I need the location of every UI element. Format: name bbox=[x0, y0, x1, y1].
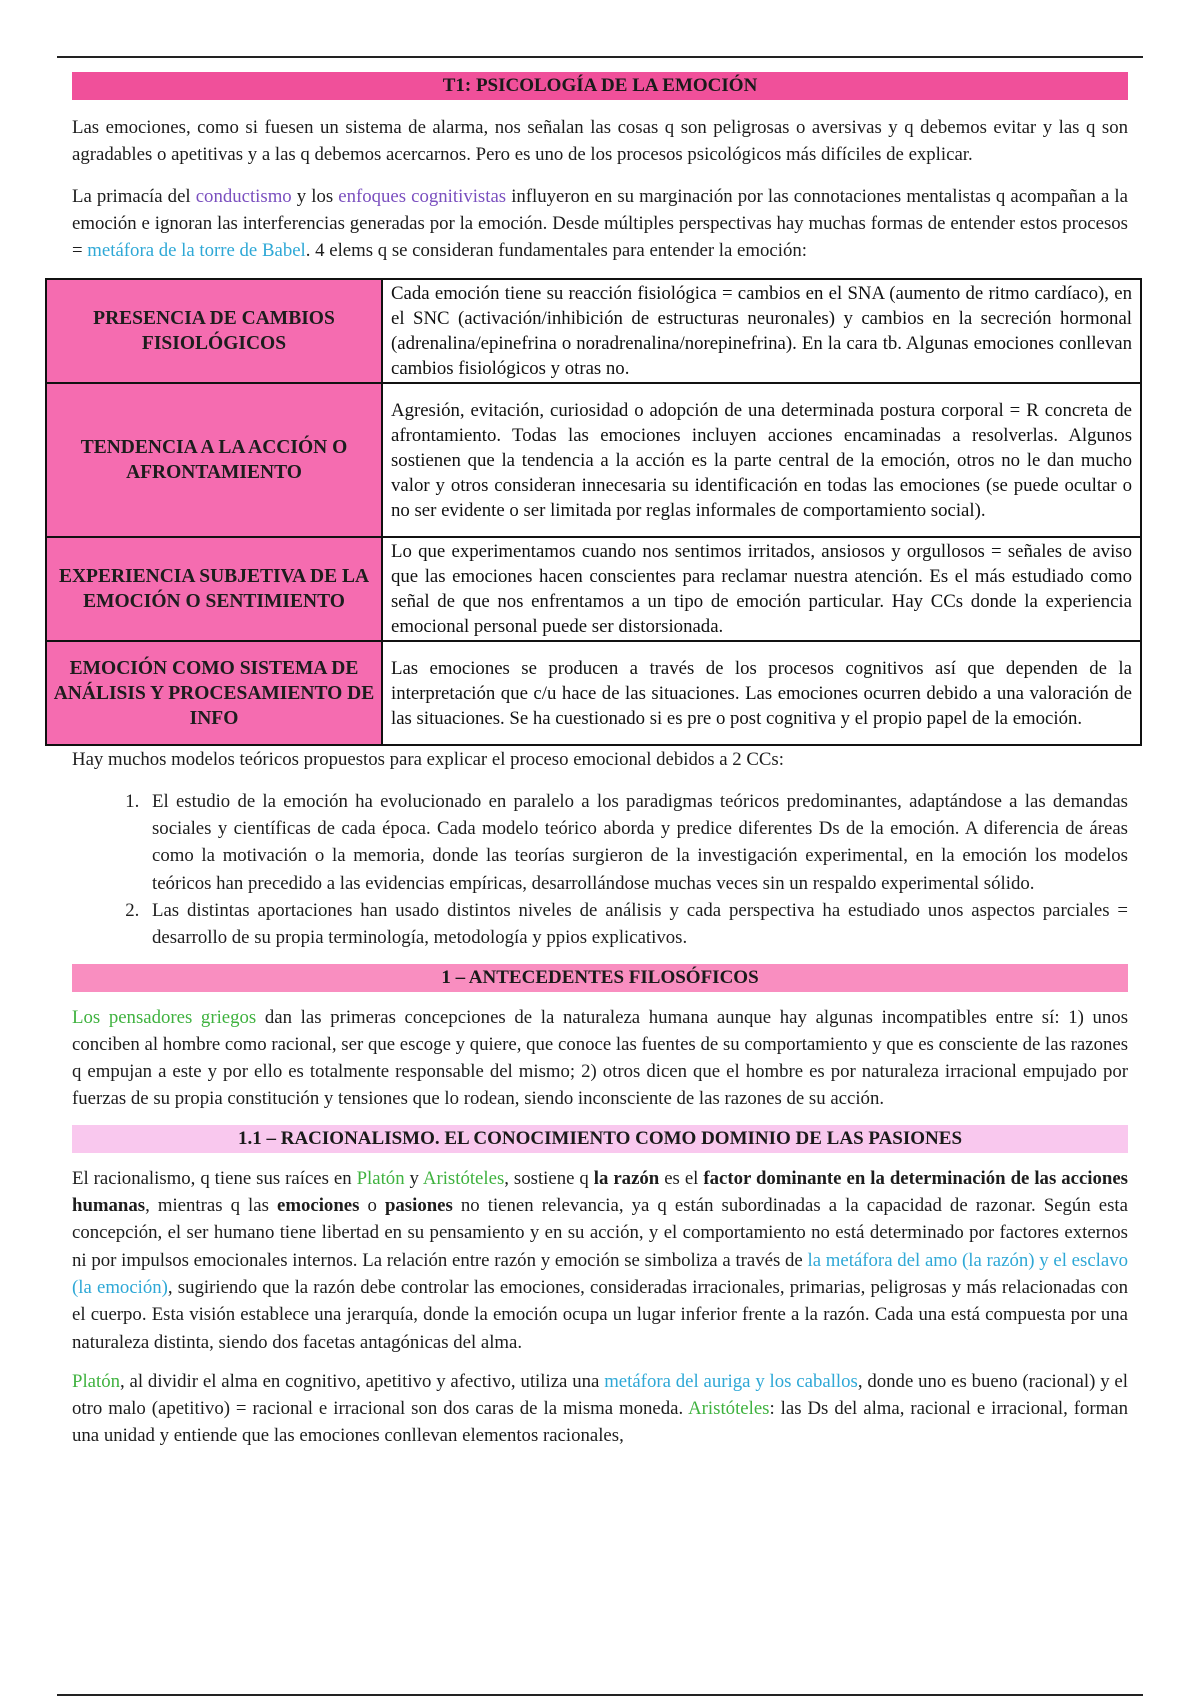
aristoteles-link[interactable]: Aristóteles bbox=[422, 1167, 505, 1189]
racionalismo-paragraph bbox=[72, 1165, 1128, 1356]
intro-text: . 4 elems q se consideran fundamentales para entender la emoción: bbox=[305, 240, 807, 262]
intro-text: La primacía del bbox=[72, 185, 196, 207]
amo-esclavo-link[interactable]: la metáfora del amo (la razón) y el esclavo (la emoción) bbox=[72, 1249, 1128, 1298]
element-description: Agresión, evitación, curiosidad o adopción de una determinada postura corporal = R concreta de afrontamiento. Todas las emociones incluyen acciones encaminadas a resolverlas. Algunos sostienen que la tendencia a la acción es la parte central de la emoción, otros no le dan mucho valor y otros consideran innecesaria su identificación en todas las emociones (se puede ocultar o no ser evidente o ser limitada por reglas informales de comportamiento social). bbox=[382, 383, 1141, 537]
body-text: , sugiriendo que la razón debe controlar las emociones, consideradas irracionales, primarias, peligrosas y más relacionadas con el cuerpo. Esta visión establece una jerarquía, donde la emoción ocupa un lugar inferior frente a la razón. Cada una está compuesta por una naturaleza distinta, siendo dos facetas antagónicas del alma. bbox=[72, 1276, 1128, 1353]
body-text: : las Ds del alma, racional e irracional, forman una unidad y entiende que las emociones conllevan elementos racionales, bbox=[72, 1398, 1128, 1447]
platon-link[interactable]: Platón bbox=[72, 1370, 120, 1392]
intro-paragraph-2 bbox=[72, 183, 1128, 265]
platon-link[interactable]: Platón bbox=[356, 1167, 405, 1189]
intro-text: influyeron en su marginación por las connotaciones mentalistas q acompañan a la emoción e ignoran las interferencias generadas por la emoción. Desde múltiples perspectivas hay muchas formas de entender estos procesos = bbox=[72, 185, 1128, 262]
emotion-elements-table bbox=[45, 278, 1142, 746]
top-rule bbox=[57, 56, 1143, 58]
intro-paragraph-1: Las emociones, como si fuesen un sistema de alarma, nos señalan las cosas q son peligrosas o aversivas y q debemos evitar y las q son agradables o apetitivas y a las q debemos acercarnos. Pero es uno de los procesos psicológicos más difíciles de explicar. bbox=[72, 117, 1128, 166]
element-description: Cada emoción tiene su reacción fisiológica = cambios en el SNA (aumento de ritmo cardíaco), en el SNC (activación/inhibición de estructuras neuronales) y cambios en la secreción hormonal (adrenalina/epinefrina o noradrenalina/norepinefrina). En la cara tb. Algunas emociones conllevan cambios fisiológicos y otras no. bbox=[382, 279, 1141, 383]
body-text: no tienen relevancia, ya q están subordinadas a la capacidad de razonar. Según esta concepción, el ser humano tiene libertad en su pensamiento y en su acción, y el comportamiento no está determinado por factores externos ni por impulsos emocionales internos. La relación entre razón y emoción se simboliza a través de bbox=[72, 1195, 1128, 1271]
bold-term: factor dominante en la determinación de las acciones humanas bbox=[72, 1167, 1128, 1217]
platon-paragraph bbox=[72, 1368, 1128, 1450]
body-text: o bbox=[359, 1195, 385, 1217]
table-row bbox=[46, 279, 1141, 383]
pensadores-griegos-link[interactable]: Los pensadores griegos bbox=[72, 1006, 257, 1028]
list-item: 1. El estudio de la emoción ha evolucionado en paralelo a los paradigmas teóricos predominantes, adaptándose a las demandas sociales y científicas de cada época. Cada modelo teórico aborda y predice diferentes Ds de la emoción. A diferencia de áreas como la motivación o la memoria, donde las teorías surgieron de la investigación experimental, en la emoción los modelos teóricos han precedido a las evidencias empíricas, desarrollándose muchas veces sin un respaldo experimental sólido. bbox=[144, 788, 1128, 897]
table-row bbox=[46, 537, 1141, 641]
element-label: EXPERIENCIA SUBJETIVA DE LA EMOCIÓN O SENTIMIENTO bbox=[46, 537, 382, 641]
body-text: El racionalismo, q tiene sus raíces en bbox=[72, 1167, 357, 1189]
element-description: Lo que experimentamos cuando nos sentimos irritados, ansiosos y orgullosos = señales de aviso que las emociones hacen conscientes para reclamar nuestra atención. Es el más estudiado como señal de que nos enfrentamos a un tipo de emoción particular. Hay CCs donde la experiencia emocional personal puede ser distorsionada. bbox=[382, 537, 1141, 641]
section-1-paragraph bbox=[72, 1004, 1128, 1113]
element-label: TENDENCIA A LA ACCIÓN O AFRONTAMIENTO bbox=[46, 383, 382, 537]
section-heading-1-1: 1.1 – RACIONALISMO. EL CONOCIMIENTO COMO DOMINIO DE LAS PASIONES bbox=[72, 1125, 1128, 1153]
body-text: , sostiene q bbox=[504, 1167, 594, 1189]
list-item: 2. Las distintas aportaciones han usado distintos niveles de análisis y cada perspectiva ha estudiado unos aspectos parciales = desarrollo de su propia terminología, metodología y ppios explicativos. bbox=[144, 897, 1128, 952]
conductismo-link[interactable]: conductismo bbox=[195, 185, 292, 207]
auriga-link[interactable]: metáfora del auriga y los caballos bbox=[604, 1370, 858, 1392]
element-label: PRESENCIA DE CAMBIOS FISIOLÓGICOS bbox=[46, 279, 382, 383]
body-text: y bbox=[404, 1167, 423, 1189]
table-row bbox=[46, 641, 1141, 745]
body-text: , donde uno es bueno (racional) y el otro malo (apetitivo) = racional e irracional son dos caras de la misma moneda. bbox=[72, 1370, 1128, 1420]
body-text: es el bbox=[659, 1167, 704, 1189]
page-title: T1: PSICOLOGÍA DE LA EMOCIÓN bbox=[72, 72, 1128, 100]
section-heading-1: 1 – ANTECEDENTES FILOSÓFICOS bbox=[72, 964, 1128, 992]
bold-term: emociones bbox=[277, 1195, 360, 1217]
bottom-rule bbox=[57, 1694, 1143, 1696]
section-1-text: dan las primeras concepciones de la naturaleza humana aunque hay algunas incompatibles entre sí: 1) unos conciben al hombre como racional, ser que escoge y quiere, que conoce las fuentes de su comportamiento y que es consciente de las razones q empujan a este y por ello es totalmente responsable del mismo; 2) otros dicen que el hombre es por naturaleza irracional empujado por fuerzas de su propia constitución y tensiones que lo rodean, siendo inconsciente de las razones de su acción. bbox=[72, 1006, 1128, 1110]
aristoteles-link[interactable]: Aristóteles bbox=[688, 1398, 770, 1420]
bold-term: pasiones bbox=[384, 1195, 453, 1217]
element-description: Las emociones se producen a través de los procesos cognitivos así que dependen de la interpretación que c/u hace de las situaciones. Las emociones ocurren debido a una valoración de las situaciones. Se ha cuestionado si es pre o post cognitiva y el propio papel de la emoción. bbox=[382, 641, 1141, 745]
causes-list bbox=[72, 788, 1128, 952]
intro-text: y los bbox=[291, 185, 339, 207]
models-intro: Hay muchos modelos teóricos propuestos para explicar el proceso emocional debidos a 2 CCs: bbox=[72, 749, 784, 771]
body-text: , mientras q las bbox=[145, 1195, 277, 1217]
bold-term: la razón bbox=[593, 1167, 660, 1189]
document-page bbox=[53, 72, 1132, 1450]
cognitivistas-link[interactable]: enfoques cognitivistas bbox=[338, 185, 507, 207]
body-text: , al dividir el alma en cognitivo, apetitivo y afectivo, utiliza una bbox=[120, 1370, 605, 1392]
babel-link[interactable]: metáfora de la torre de Babel bbox=[87, 240, 306, 262]
element-label: EMOCIÓN COMO SISTEMA DE ANÁLISIS Y PROCESAMIENTO DE INFO bbox=[46, 641, 382, 745]
table-row bbox=[46, 383, 1141, 537]
